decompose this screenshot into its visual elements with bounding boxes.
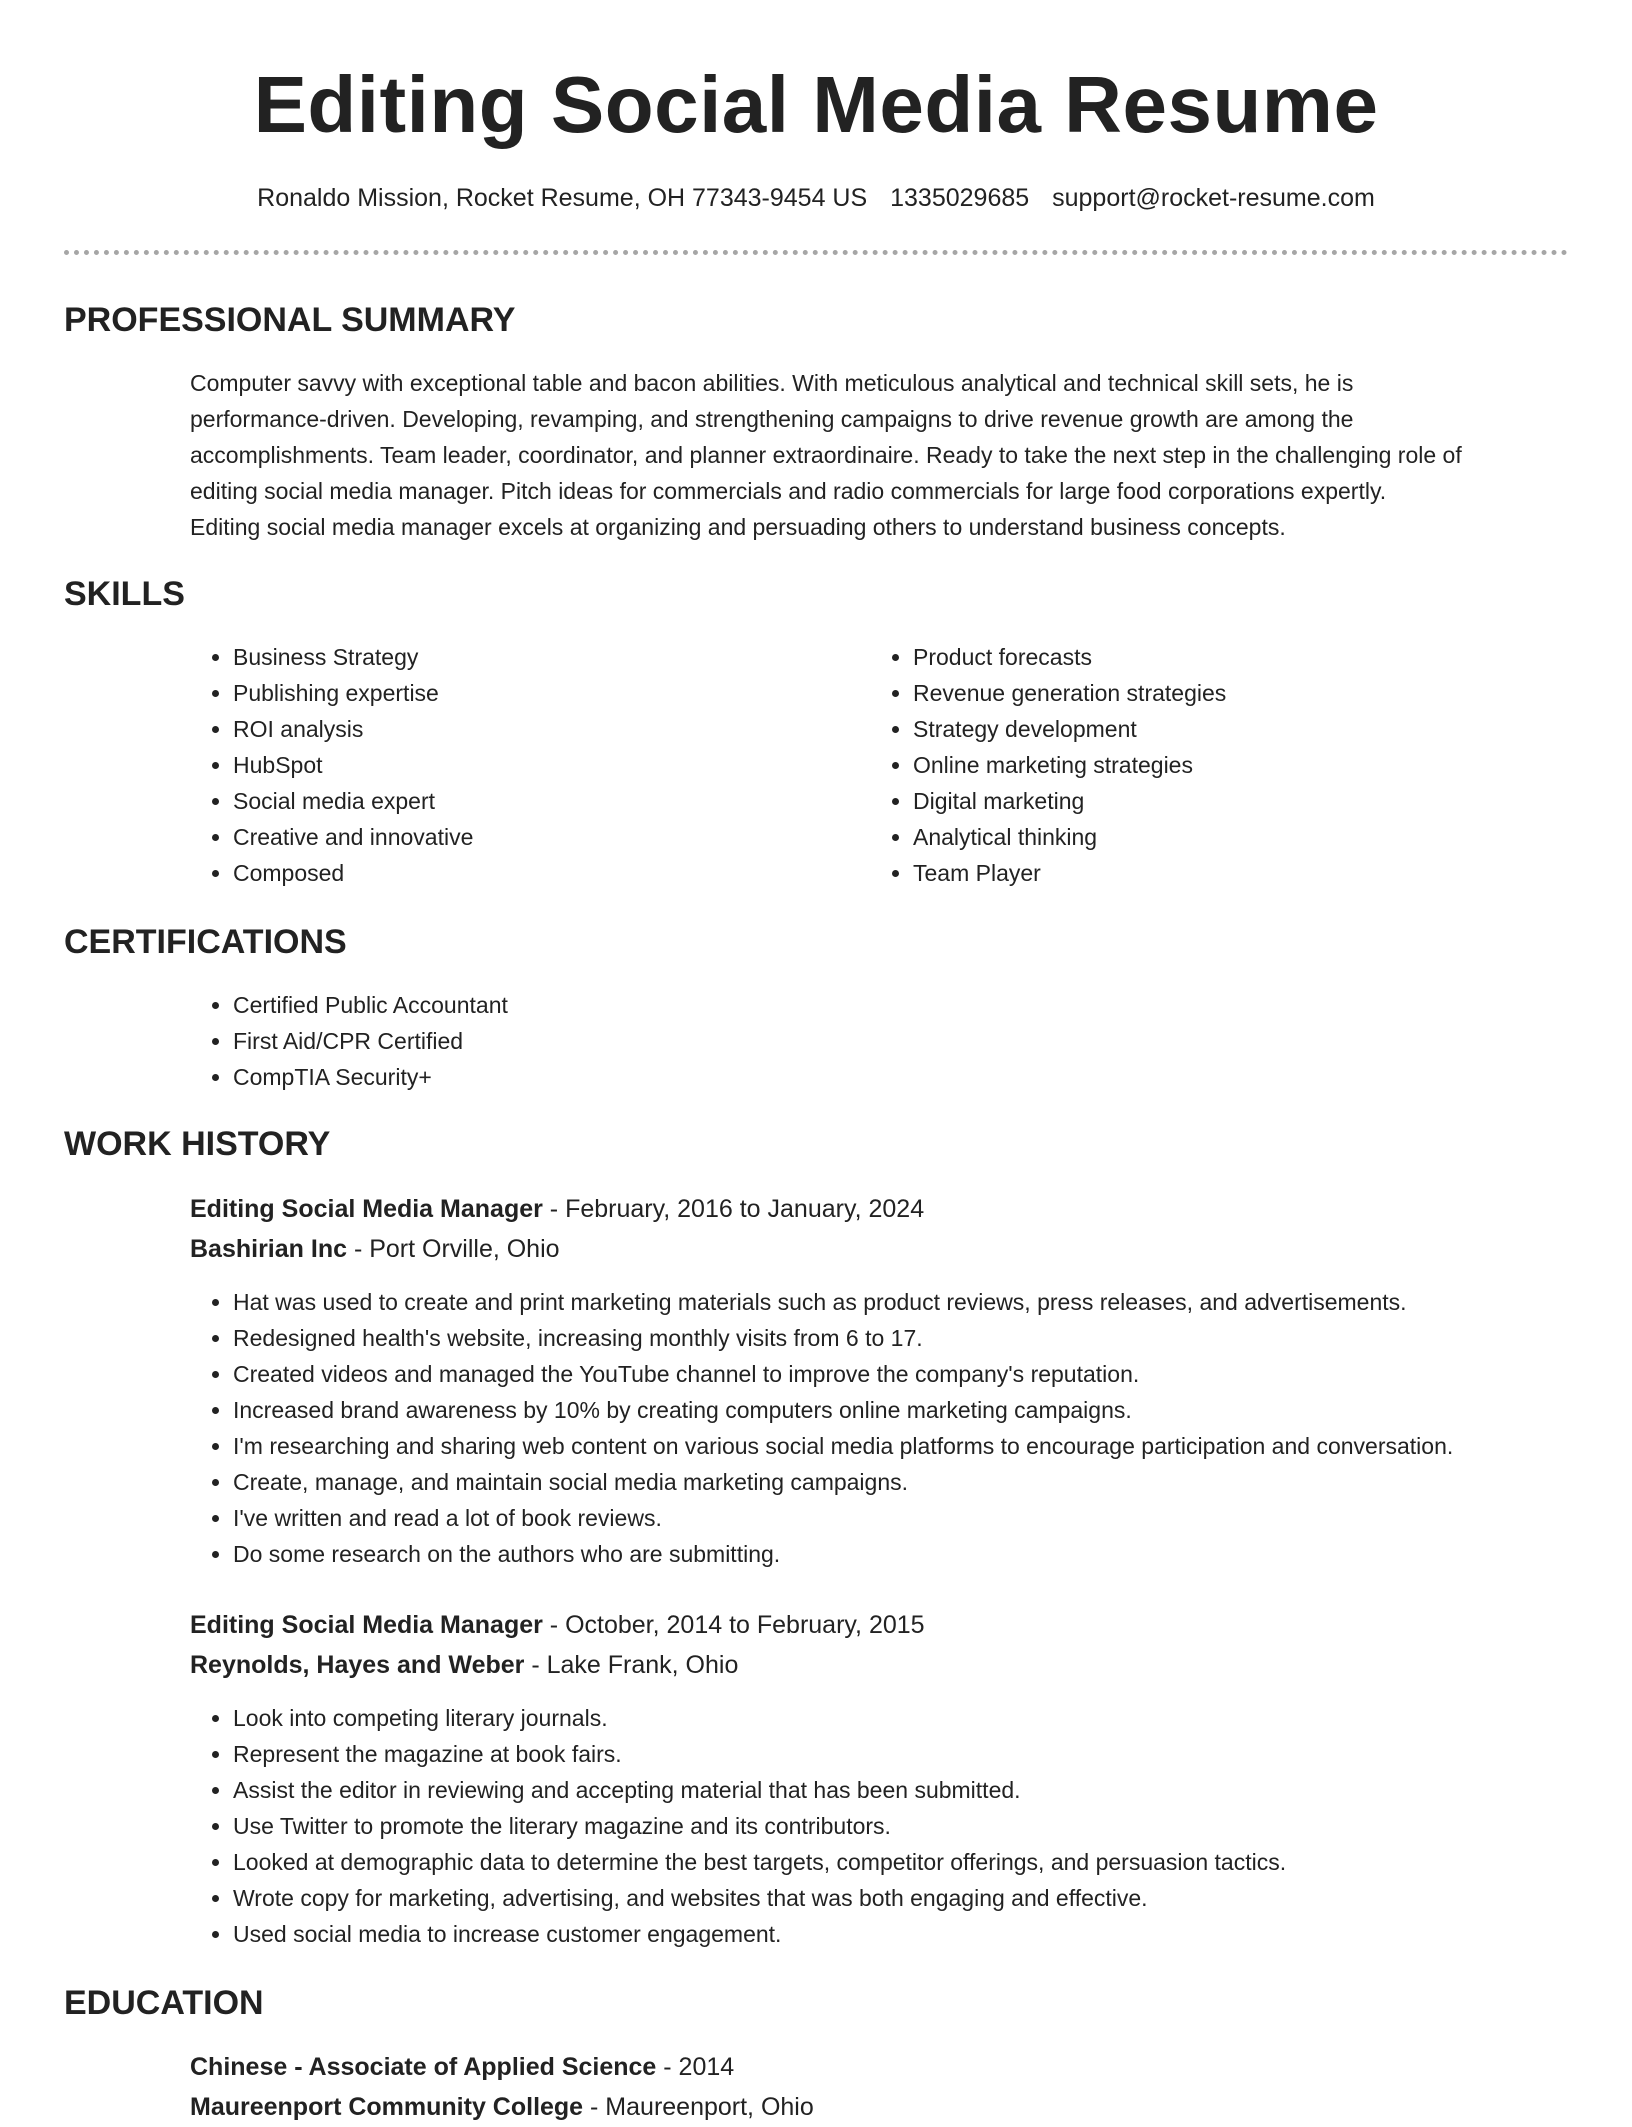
work-history-heading: WORK HISTORY bbox=[64, 1125, 331, 1163]
job-bullet: • Create, manage, and maintain social media marketing campaigns. bbox=[233, 1464, 1632, 1500]
skill-item: • Publishing expertise bbox=[233, 675, 853, 711]
job-location: - Lake Frank, Ohio bbox=[524, 1651, 739, 1679]
skill-item: • Social media expert bbox=[233, 783, 853, 819]
job-bullet: • Created videos and managed the YouTube channel to improve the company's reputation. bbox=[233, 1356, 1632, 1392]
job-bullet: • Used social media to increase customer engagement. bbox=[233, 1916, 1632, 1952]
job-company: Bashirian Inc bbox=[190, 1235, 347, 1263]
job-bullet: • Looked at demographic data to determine the best targets, competitor offerings, and persuasion tactics. bbox=[233, 1844, 1632, 1880]
job-bullet: • Redesigned health's website, increasing monthly visits from 6 to 17. bbox=[233, 1320, 1632, 1356]
education-degree-line bbox=[190, 2047, 1570, 2087]
job-company-line bbox=[190, 1645, 1570, 1685]
skill-item: • Strategy development bbox=[913, 711, 1563, 747]
contact-address: Ronaldo Mission, Rocket Resume, OH 77343-9454 US bbox=[257, 184, 868, 212]
header-divider bbox=[64, 250, 1568, 255]
job-bullets bbox=[190, 1284, 1632, 1572]
skills-list-left bbox=[190, 639, 853, 891]
education-year: - 2014 bbox=[656, 2053, 735, 2081]
job-company-line bbox=[190, 1229, 1570, 1269]
certification-item: • CompTIA Security+ bbox=[233, 1059, 1573, 1095]
job-bullet: • I've written and read a lot of book reviews. bbox=[233, 1500, 1632, 1536]
summary-heading: PROFESSIONAL SUMMARY bbox=[64, 301, 516, 339]
job-title-line bbox=[190, 1189, 1570, 1229]
summary-text bbox=[190, 365, 1570, 545]
skill-item: • Revenue generation strategies bbox=[913, 675, 1563, 711]
job-title: Editing Social Media Manager bbox=[190, 1195, 543, 1223]
skill-item: • Creative and innovative bbox=[233, 819, 853, 855]
education-location: - Maureenport, Ohio bbox=[583, 2093, 814, 2121]
certification-item: • First Aid/CPR Certified bbox=[233, 1023, 1573, 1059]
skills-heading: SKILLS bbox=[64, 575, 185, 613]
skill-item: • Analytical thinking bbox=[913, 819, 1563, 855]
job-title: Editing Social Media Manager bbox=[190, 1611, 543, 1639]
contact-line bbox=[0, 180, 1632, 216]
education-degree: Chinese - Associate of Applied Science bbox=[190, 2053, 657, 2081]
education-school-line bbox=[190, 2087, 1570, 2127]
job-dates: - February, 2016 to January, 2024 bbox=[542, 1195, 925, 1223]
job-bullet: • Wrote copy for marketing, advertising, and websites that was both engaging and effective. bbox=[233, 1880, 1632, 1916]
skill-item: • Team Player bbox=[913, 855, 1563, 891]
resume-title: Editing Social Media Resume bbox=[253, 60, 1379, 149]
certifications-list bbox=[190, 987, 1573, 1095]
contact-email: support@rocket-resume.com bbox=[1052, 184, 1375, 212]
skill-item: • Composed bbox=[233, 855, 853, 891]
job-bullet: • Represent the magazine at book fairs. bbox=[233, 1736, 1632, 1772]
job-bullet: • Use Twitter to promote the literary magazine and its contributors. bbox=[233, 1808, 1632, 1844]
job-dates: - October, 2014 to February, 2015 bbox=[542, 1611, 925, 1639]
job-bullet: • Do some research on the authors who are submitting. bbox=[233, 1536, 1632, 1572]
education-school: Maureenport Community College bbox=[190, 2093, 584, 2121]
job-bullet: • Look into competing literary journals. bbox=[233, 1700, 1632, 1736]
skill-item: • Digital marketing bbox=[913, 783, 1563, 819]
skill-item: • Product forecasts bbox=[913, 639, 1563, 675]
certifications-heading: CERTIFICATIONS bbox=[64, 923, 347, 961]
skill-item: • Business Strategy bbox=[233, 639, 853, 675]
job-bullets bbox=[190, 1700, 1632, 1952]
job-bullet: • Assist the editor in reviewing and accepting material that has been submitted. bbox=[233, 1772, 1632, 1808]
job-title-line bbox=[190, 1605, 1570, 1645]
summary-line: accomplishments. Team leader, coordinator, and planner extraordinaire. Ready to take the next step in the challenging role of bbox=[190, 442, 1462, 468]
job-bullet: • Increased brand awareness by 10% by creating computers online marketing campaigns. bbox=[233, 1392, 1632, 1428]
skills-list-right bbox=[870, 639, 1563, 891]
certification-item: • Certified Public Accountant bbox=[233, 987, 1573, 1023]
job-bullet: • Hat was used to create and print marketing materials such as product reviews, press releases, and advertisements. bbox=[233, 1284, 1632, 1320]
contact-phone: 1335029685 bbox=[890, 184, 1030, 212]
skill-item: • ROI analysis bbox=[233, 711, 853, 747]
job-location: - Port Orville, Ohio bbox=[347, 1235, 560, 1263]
skill-item: • Online marketing strategies bbox=[913, 747, 1563, 783]
education-heading: EDUCATION bbox=[64, 1984, 264, 2022]
summary-line: Editing social media manager excels at organizing and persuading others to understand business concepts. bbox=[190, 514, 1286, 540]
job-company: Reynolds, Hayes and Weber bbox=[190, 1651, 525, 1679]
summary-line: performance-driven. Developing, revamping, and strengthening campaigns to drive revenue growth are among the bbox=[190, 406, 1354, 432]
job-bullet: • I'm researching and sharing web content on various social media platforms to encourage participation and conversation. bbox=[233, 1428, 1632, 1464]
summary-line: Computer savvy with exceptional table and bacon abilities. With meticulous analytical and technical skill sets, he is bbox=[190, 370, 1354, 396]
summary-line: editing social media manager. Pitch ideas for commercials and radio commercials for large food corporations expertly. bbox=[190, 478, 1387, 504]
skill-item: • HubSpot bbox=[233, 747, 853, 783]
